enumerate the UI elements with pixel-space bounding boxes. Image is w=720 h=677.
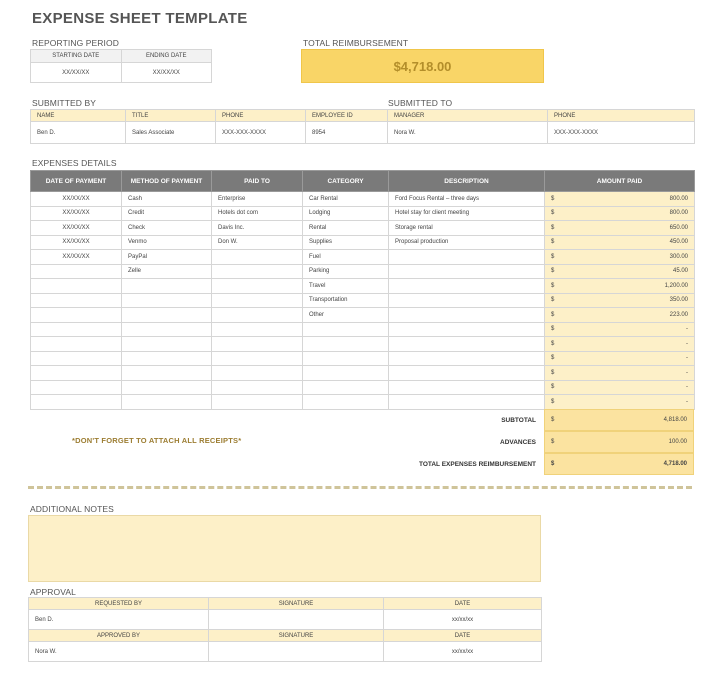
employee-id-field[interactable]: 8954 bbox=[306, 122, 388, 144]
amount-value: 800.00 bbox=[669, 210, 688, 217]
submitted-to-label: SUBMITTED TO bbox=[388, 98, 453, 108]
approved-signature-field[interactable] bbox=[209, 642, 384, 662]
method-of-payment-cell[interactable]: Check bbox=[122, 221, 212, 236]
paid-to-cell[interactable] bbox=[212, 293, 303, 308]
employee-id-header: EMPLOYEE ID bbox=[306, 110, 388, 122]
expense-row bbox=[31, 337, 695, 352]
method-of-payment-header: METHOD OF PAYMENT bbox=[122, 171, 212, 192]
category-cell[interactable] bbox=[303, 322, 389, 337]
amount-value: 45.00 bbox=[672, 268, 688, 275]
amount-value: - bbox=[686, 398, 688, 405]
date-of-payment-cell[interactable] bbox=[31, 351, 122, 366]
submitted-by-label: SUBMITTED BY bbox=[32, 98, 97, 108]
paid-to-cell[interactable] bbox=[212, 395, 303, 410]
total-reimbursement-label: TOTAL REIMBURSEMENT bbox=[303, 38, 409, 48]
method-of-payment-cell[interactable] bbox=[122, 337, 212, 352]
ending-date-field[interactable]: XX/XX/XX bbox=[121, 63, 212, 83]
currency-symbol: $ bbox=[551, 340, 555, 347]
expense-row bbox=[31, 206, 695, 221]
method-of-payment-cell[interactable] bbox=[122, 322, 212, 337]
title-header: TITLE bbox=[126, 110, 216, 122]
currency-symbol: $ bbox=[551, 253, 555, 260]
amount-value: 1,200.00 bbox=[664, 282, 688, 289]
expense-row bbox=[31, 192, 695, 207]
description-cell[interactable]: Hotel stay for client meeting bbox=[389, 206, 545, 221]
date-of-payment-cell[interactable] bbox=[31, 279, 122, 294]
date-of-payment-cell[interactable] bbox=[31, 264, 122, 279]
title-field[interactable]: Sales Associate bbox=[126, 122, 216, 144]
currency-symbol: $ bbox=[551, 268, 555, 275]
method-of-payment-cell[interactable]: Credit bbox=[122, 206, 212, 221]
date-of-payment-cell[interactable] bbox=[31, 395, 122, 410]
amount-paid-cell[interactable] bbox=[545, 322, 695, 337]
description-cell[interactable] bbox=[389, 351, 545, 366]
manager-phone-header: PHONE bbox=[548, 110, 695, 122]
expense-row bbox=[31, 351, 695, 366]
category-cell[interactable] bbox=[303, 366, 389, 381]
expense-row bbox=[31, 264, 695, 279]
currency-symbol: $ bbox=[551, 461, 555, 467]
amount-value: 450.00 bbox=[669, 239, 688, 246]
amount-paid-cell[interactable] bbox=[545, 206, 695, 221]
method-of-payment-cell[interactable]: Cash bbox=[122, 192, 212, 207]
amount-value: - bbox=[686, 355, 688, 362]
amount-paid-cell[interactable] bbox=[545, 235, 695, 250]
amount-paid-cell[interactable] bbox=[545, 221, 695, 236]
description-cell[interactable] bbox=[389, 380, 545, 395]
additional-notes-field[interactable] bbox=[28, 515, 541, 582]
currency-symbol: $ bbox=[551, 311, 555, 318]
additional-notes-label: ADDITIONAL NOTES bbox=[30, 504, 114, 514]
amount-paid-cell[interactable] bbox=[545, 308, 695, 323]
method-of-payment-cell[interactable] bbox=[122, 279, 212, 294]
method-of-payment-cell[interactable] bbox=[122, 366, 212, 381]
amount-value: - bbox=[686, 369, 688, 376]
expense-row bbox=[31, 322, 695, 337]
category-cell[interactable]: Fuel bbox=[303, 250, 389, 265]
description-cell[interactable] bbox=[389, 322, 545, 337]
advances-label: ADVANCES bbox=[500, 438, 536, 446]
expense-row bbox=[31, 366, 695, 381]
method-of-payment-cell[interactable] bbox=[122, 351, 212, 366]
currency-symbol: $ bbox=[551, 239, 555, 246]
expense-row bbox=[31, 380, 695, 395]
paid-to-cell[interactable] bbox=[212, 264, 303, 279]
amount-paid-cell[interactable] bbox=[545, 293, 695, 308]
requested-by-header: REQUESTED BY bbox=[29, 598, 209, 610]
amount-value: - bbox=[686, 340, 688, 347]
amount-value: 300.00 bbox=[669, 253, 688, 260]
paid-to-cell[interactable] bbox=[212, 279, 303, 294]
date-of-payment-cell[interactable] bbox=[31, 366, 122, 381]
amount-value: 800.00 bbox=[669, 195, 688, 202]
paid-to-header: PAID TO bbox=[212, 171, 303, 192]
date-of-payment-cell[interactable]: XX/XX/XX bbox=[31, 206, 122, 221]
requested-by-field[interactable]: Ben D. bbox=[29, 610, 209, 630]
phone-header: PHONE bbox=[216, 110, 306, 122]
expense-row bbox=[31, 235, 695, 250]
starting-date-header: STARTING DATE bbox=[31, 50, 122, 63]
description-cell[interactable] bbox=[389, 366, 545, 381]
approved-by-field[interactable]: Nora W. bbox=[29, 642, 209, 662]
description-cell[interactable] bbox=[389, 250, 545, 265]
category-header: CATEGORY bbox=[303, 171, 389, 192]
description-cell[interactable]: Proposal production bbox=[389, 235, 545, 250]
expenses-details-label: EXPENSES DETAILS bbox=[32, 158, 117, 168]
amount-paid-cell[interactable] bbox=[545, 250, 695, 265]
paid-to-cell[interactable] bbox=[212, 366, 303, 381]
expenses-table bbox=[30, 170, 695, 410]
currency-symbol: $ bbox=[551, 355, 555, 362]
description-cell[interactable] bbox=[389, 337, 545, 352]
expense-row bbox=[31, 308, 695, 323]
currency-symbol: $ bbox=[551, 417, 555, 423]
paid-to-cell[interactable] bbox=[212, 380, 303, 395]
amount-paid-cell[interactable] bbox=[545, 395, 695, 410]
date-of-payment-cell[interactable] bbox=[31, 337, 122, 352]
amount-paid-cell[interactable] bbox=[545, 279, 695, 294]
reporting-period-label: REPORTING PERIOD bbox=[32, 38, 119, 48]
paid-to-cell[interactable] bbox=[212, 308, 303, 323]
name-field[interactable]: Ben D. bbox=[31, 122, 126, 144]
currency-symbol: $ bbox=[551, 282, 555, 289]
signature-header: SIGNATURE bbox=[209, 598, 384, 610]
category-cell[interactable]: Car Rental bbox=[303, 192, 389, 207]
amount-value: - bbox=[686, 326, 688, 333]
expense-row bbox=[31, 221, 695, 236]
method-of-payment-cell[interactable] bbox=[122, 308, 212, 323]
category-cell[interactable]: Parking bbox=[303, 264, 389, 279]
paid-to-cell[interactable]: Davis Inc. bbox=[212, 221, 303, 236]
date-of-payment-cell[interactable]: XX/XX/XX bbox=[31, 250, 122, 265]
category-cell[interactable]: Transportation bbox=[303, 293, 389, 308]
method-of-payment-cell[interactable]: PayPal bbox=[122, 250, 212, 265]
expense-row bbox=[31, 279, 695, 294]
advances-row bbox=[386, 431, 694, 453]
approval-label: APPROVAL bbox=[30, 587, 76, 597]
description-cell[interactable] bbox=[389, 293, 545, 308]
category-cell[interactable] bbox=[303, 395, 389, 410]
subtotal-row bbox=[386, 409, 694, 431]
method-of-payment-cell[interactable]: Venmo bbox=[122, 235, 212, 250]
paid-to-cell[interactable]: Enterprise bbox=[212, 192, 303, 207]
page-title: EXPENSE SHEET TEMPLATE bbox=[32, 10, 248, 27]
description-cell[interactable]: Storage rental bbox=[389, 221, 545, 236]
subtotal-value-cell bbox=[544, 409, 694, 431]
advances-value: 100.00 bbox=[668, 439, 687, 445]
paid-to-cell[interactable]: Don W. bbox=[212, 235, 303, 250]
amount-paid-cell[interactable] bbox=[545, 351, 695, 366]
amount-value: 650.00 bbox=[669, 224, 688, 231]
manager-phone-field[interactable]: XXX-XXX-XXXX bbox=[548, 122, 695, 144]
date-header: DATE bbox=[384, 598, 542, 610]
category-cell[interactable]: Travel bbox=[303, 279, 389, 294]
currency-symbol: $ bbox=[551, 210, 555, 217]
date-of-payment-cell[interactable] bbox=[31, 322, 122, 337]
amount-paid-cell[interactable] bbox=[545, 380, 695, 395]
category-cell[interactable]: Rental bbox=[303, 221, 389, 236]
amount-paid-cell[interactable] bbox=[545, 366, 695, 381]
paid-to-cell[interactable]: Hotels dot com bbox=[212, 206, 303, 221]
currency-symbol: $ bbox=[551, 326, 555, 333]
currency-symbol: $ bbox=[551, 369, 555, 376]
ending-date-header: ENDING DATE bbox=[121, 50, 212, 63]
approved-date-field[interactable]: xx/xx/xx bbox=[384, 642, 542, 662]
totals-block bbox=[386, 409, 694, 475]
requested-signature-field[interactable] bbox=[209, 610, 384, 630]
dashed-divider bbox=[28, 486, 692, 489]
category-cell[interactable]: Supplies bbox=[303, 235, 389, 250]
method-of-payment-cell[interactable]: Zelle bbox=[122, 264, 212, 279]
paid-to-cell[interactable] bbox=[212, 337, 303, 352]
subtotal-value: 4,818.00 bbox=[663, 417, 687, 423]
receipts-reminder: *DON'T FORGET TO ATTACH ALL RECEIPTS* bbox=[72, 436, 242, 445]
total-expenses-value: 4,718.00 bbox=[663, 461, 687, 467]
expense-row bbox=[31, 250, 695, 265]
description-cell[interactable] bbox=[389, 308, 545, 323]
paid-to-cell[interactable] bbox=[212, 250, 303, 265]
currency-symbol: $ bbox=[551, 195, 555, 202]
category-cell[interactable] bbox=[303, 351, 389, 366]
signature-header: SIGNATURE bbox=[209, 630, 384, 642]
date-of-payment-cell[interactable] bbox=[31, 293, 122, 308]
amount-value: - bbox=[686, 384, 688, 391]
description-cell[interactable] bbox=[389, 395, 545, 410]
subtotal-label: SUBTOTAL bbox=[501, 416, 536, 424]
method-of-payment-cell[interactable] bbox=[122, 395, 212, 410]
paid-to-cell[interactable] bbox=[212, 351, 303, 366]
advances-value-cell[interactable] bbox=[544, 431, 694, 453]
date-of-payment-cell[interactable] bbox=[31, 380, 122, 395]
currency-symbol: $ bbox=[551, 398, 555, 405]
currency-symbol: $ bbox=[551, 384, 555, 391]
amount-paid-cell[interactable] bbox=[545, 264, 695, 279]
expense-row bbox=[31, 395, 695, 410]
method-of-payment-cell[interactable] bbox=[122, 293, 212, 308]
total-expenses-row bbox=[386, 453, 694, 475]
name-header: NAME bbox=[31, 110, 126, 122]
phone-field[interactable]: XXX-XXX-XXXX bbox=[216, 122, 306, 144]
date-of-payment-header: DATE OF PAYMENT bbox=[31, 171, 122, 192]
date-of-payment-cell[interactable]: XX/XX/XX bbox=[31, 221, 122, 236]
method-of-payment-cell[interactable] bbox=[122, 380, 212, 395]
category-cell[interactable]: Lodging bbox=[303, 206, 389, 221]
date-of-payment-cell[interactable] bbox=[31, 308, 122, 323]
category-cell[interactable] bbox=[303, 380, 389, 395]
expense-row bbox=[31, 293, 695, 308]
total-expenses-label: TOTAL EXPENSES REIMBURSEMENT bbox=[418, 460, 536, 468]
description-cell[interactable]: Ford Focus Rental – three days bbox=[389, 192, 545, 207]
date-of-payment-cell[interactable]: XX/XX/XX bbox=[31, 192, 122, 207]
manager-field[interactable]: Nora W. bbox=[388, 122, 548, 144]
date-of-payment-cell[interactable]: XX/XX/XX bbox=[31, 235, 122, 250]
total-expenses-value-cell bbox=[544, 453, 694, 475]
total-reimbursement-value: $4,718.00 bbox=[301, 49, 544, 83]
amount-paid-header: AMOUNT PAID bbox=[545, 171, 695, 192]
amount-value: 350.00 bbox=[669, 297, 688, 304]
manager-header: MANAGER bbox=[388, 110, 548, 122]
reporting-period-table bbox=[30, 49, 212, 83]
currency-symbol: $ bbox=[551, 439, 555, 445]
paid-to-cell[interactable] bbox=[212, 322, 303, 337]
description-cell[interactable] bbox=[389, 279, 545, 294]
category-cell[interactable] bbox=[303, 337, 389, 352]
description-header: DESCRIPTION bbox=[389, 171, 545, 192]
date-header: DATE bbox=[384, 630, 542, 642]
amount-paid-cell[interactable] bbox=[545, 192, 695, 207]
description-cell[interactable] bbox=[389, 264, 545, 279]
currency-symbol: $ bbox=[551, 297, 555, 304]
starting-date-field[interactable]: XX/XX/XX bbox=[31, 63, 122, 83]
requested-date-field[interactable]: xx/xx/xx bbox=[384, 610, 542, 630]
currency-symbol: $ bbox=[551, 224, 555, 231]
approved-by-header: APPROVED BY bbox=[29, 630, 209, 642]
amount-value: 223.00 bbox=[669, 311, 688, 318]
submitted-table bbox=[30, 109, 695, 144]
category-cell[interactable]: Other bbox=[303, 308, 389, 323]
approval-table bbox=[28, 597, 542, 662]
amount-paid-cell[interactable] bbox=[545, 337, 695, 352]
